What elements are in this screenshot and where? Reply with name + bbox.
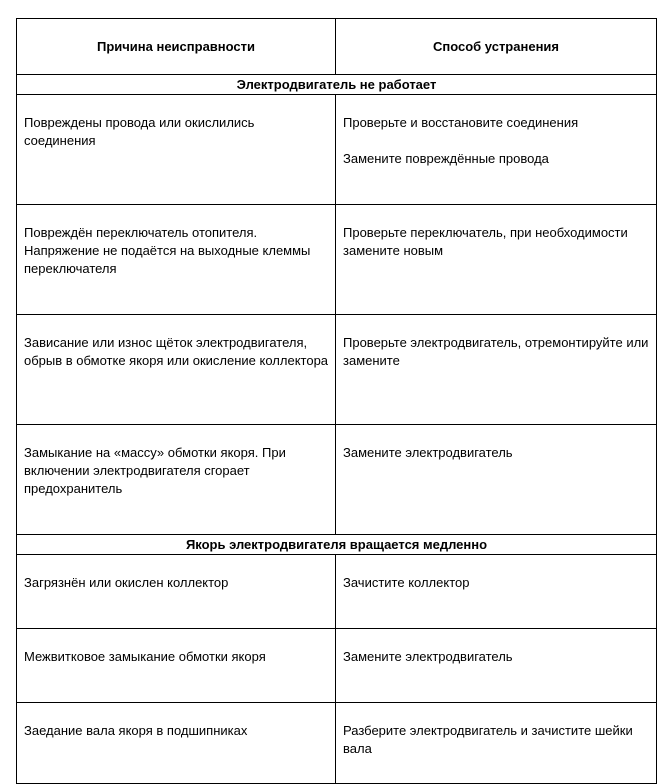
table-row [17,629,657,703]
section-row [17,535,657,555]
section-title: Якорь электродвигателя вращается медленно [17,535,657,555]
header-row [17,19,657,75]
cause-cell: Повреждён переключатель отопителя. Напряжение не подаётся на выходные клеммы переключателя [17,205,336,315]
remedy-cell: Проверьте электродвигатель, отремонтируйте или замените [336,315,657,425]
troubleshooting-table-container [16,18,657,784]
cause-cell: Загрязнён или окислен коллектор [17,555,336,629]
remedy-cell: Проверьте переключатель, при необходимости замените новым [336,205,657,315]
table-row [17,315,657,425]
cause-cell: Межвитковое замыкание обмотки якоря [17,629,336,703]
troubleshooting-table [16,18,657,784]
table-row [17,555,657,629]
table-row [17,703,657,784]
cause-cell: Замыкание на «массу» обмотки якоря. При включении электродвигателя сгорает предохранитель [17,425,336,535]
remedy-cell [336,95,657,205]
remedy-line: Проверьте и восстановите соединения [343,115,579,130]
table-row [17,425,657,535]
remedy-cell: Разберите электродвигатель и зачистите шейки вала [336,703,657,784]
section-row [17,75,657,95]
cause-cell: Повреждены провода или окислились соединения [17,95,336,205]
cause-cell: Заедание вала якоря в подшипниках [17,703,336,784]
remedy-cell: Замените электродвигатель [336,629,657,703]
remedy-cell: Зачистите коллектор [336,555,657,629]
remedy-cell: Замените электродвигатель [336,425,657,535]
header-remedy: Способ устранения [336,19,657,75]
cause-cell: Зависание или износ щёток электродвигателя, обрыв в обмотке якоря или окисление коллектора [17,315,336,425]
table-row [17,205,657,315]
header-cause: Причина неисправности [17,19,336,75]
section-title: Электродвигатель не работает [17,75,657,95]
remedy-line: Замените повреждённые провода [343,151,549,166]
table-row [17,95,657,205]
